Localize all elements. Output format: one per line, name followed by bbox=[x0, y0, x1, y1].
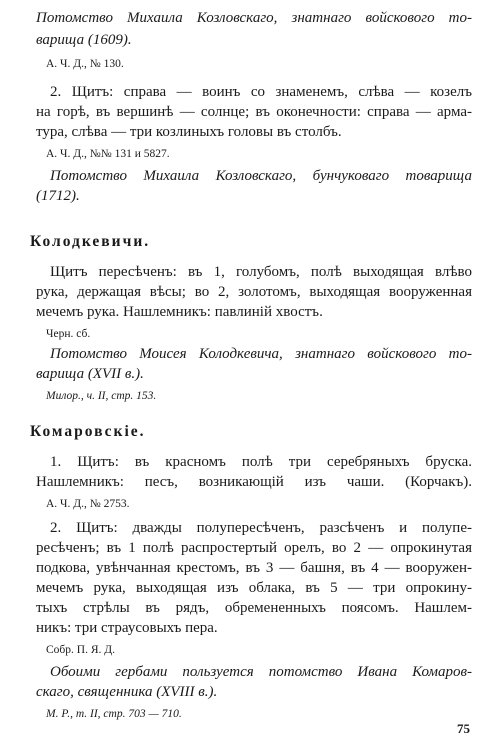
source-reference: Милор., ч. II, стр. 153. bbox=[46, 390, 157, 402]
section-heading: Колодкевичи. bbox=[30, 233, 151, 250]
text-line: Нашлемникъ: песъ, возникающій изъ чаши. (Корчакъ). bbox=[36, 474, 472, 490]
text-line: рука, держащая вѣсы; во 2, золотомъ, выходящая вооруженная bbox=[36, 284, 472, 300]
source-reference: А. Ч. Д., № 2753. bbox=[46, 498, 130, 510]
text-line: тыхъ стрѣлы въ рядъ, обремененныхъ поясомъ. Нашлем- bbox=[36, 600, 472, 616]
text-line: мечемъ рука. Нашлемникъ: павлиній хвостъ. bbox=[36, 304, 323, 320]
text-line: Потомство Моисея Колодкевича, знатнаго войскового то- bbox=[50, 346, 472, 362]
text-line: (1712). bbox=[36, 188, 80, 204]
text-line: 1. Щитъ: въ красномъ полѣ три серебряныхъ бруска. bbox=[50, 454, 472, 470]
text-line: на горѣ, въ вершинѣ — солнце; въ оконечности: справа — арма- bbox=[36, 104, 472, 120]
text-line: подкова, увѣнчанная крестомъ, въ 3 — башня, въ 4 — вооружен- bbox=[36, 560, 472, 576]
text-line: никъ: три страусовыхъ пера. bbox=[36, 620, 218, 636]
page-number: 75 bbox=[457, 721, 470, 736]
text-line: 2. Щитъ: справа — воинъ со знаменемъ, слѣва — козелъ bbox=[50, 84, 472, 100]
text-line: тура, слѣва — три козлиныхъ головы въ столбъ. bbox=[36, 124, 342, 140]
source-reference: А. Ч. Д., № 130. bbox=[46, 58, 124, 70]
text-line: мечемъ рука, выходящая изъ облака, въ 5 — три опрокину- bbox=[36, 580, 472, 596]
text-line: Щитъ пересѣченъ: въ 1, голубомъ, полѣ выходящая влѣво bbox=[50, 264, 472, 280]
source-reference: А. Ч. Д., №№ 131 и 5827. bbox=[46, 148, 170, 160]
text-line: ресѣченъ; въ 1 полѣ распростертый орелъ, во 2 — опрокинутая bbox=[36, 540, 472, 556]
source-reference: М. Р., т. II, стр. 703 — 710. bbox=[46, 708, 182, 720]
text-line: 2. Щитъ: дважды полупересѣченъ, разсѣченъ и полупе- bbox=[50, 520, 472, 536]
text-line: скаго, священника (XVIII в.). bbox=[36, 684, 218, 700]
source-reference: Собр. П. Я. Д. bbox=[46, 644, 115, 656]
text-line: Потомство Михаила Козловскаго, бунчуковаго товарища bbox=[50, 168, 472, 184]
text-line: Потомство Михаила Козловскаго, знатнаго войскового то- bbox=[36, 10, 472, 26]
text-line: варища (XVII в.). bbox=[36, 366, 144, 382]
text-line: Обоими гербами пользуется потомство Ивана Комаров- bbox=[50, 664, 472, 680]
source-reference: Черн. сб. bbox=[46, 328, 91, 340]
section-heading: Комаровскіе. bbox=[30, 423, 146, 440]
text-line: варища (1609). bbox=[36, 32, 132, 48]
